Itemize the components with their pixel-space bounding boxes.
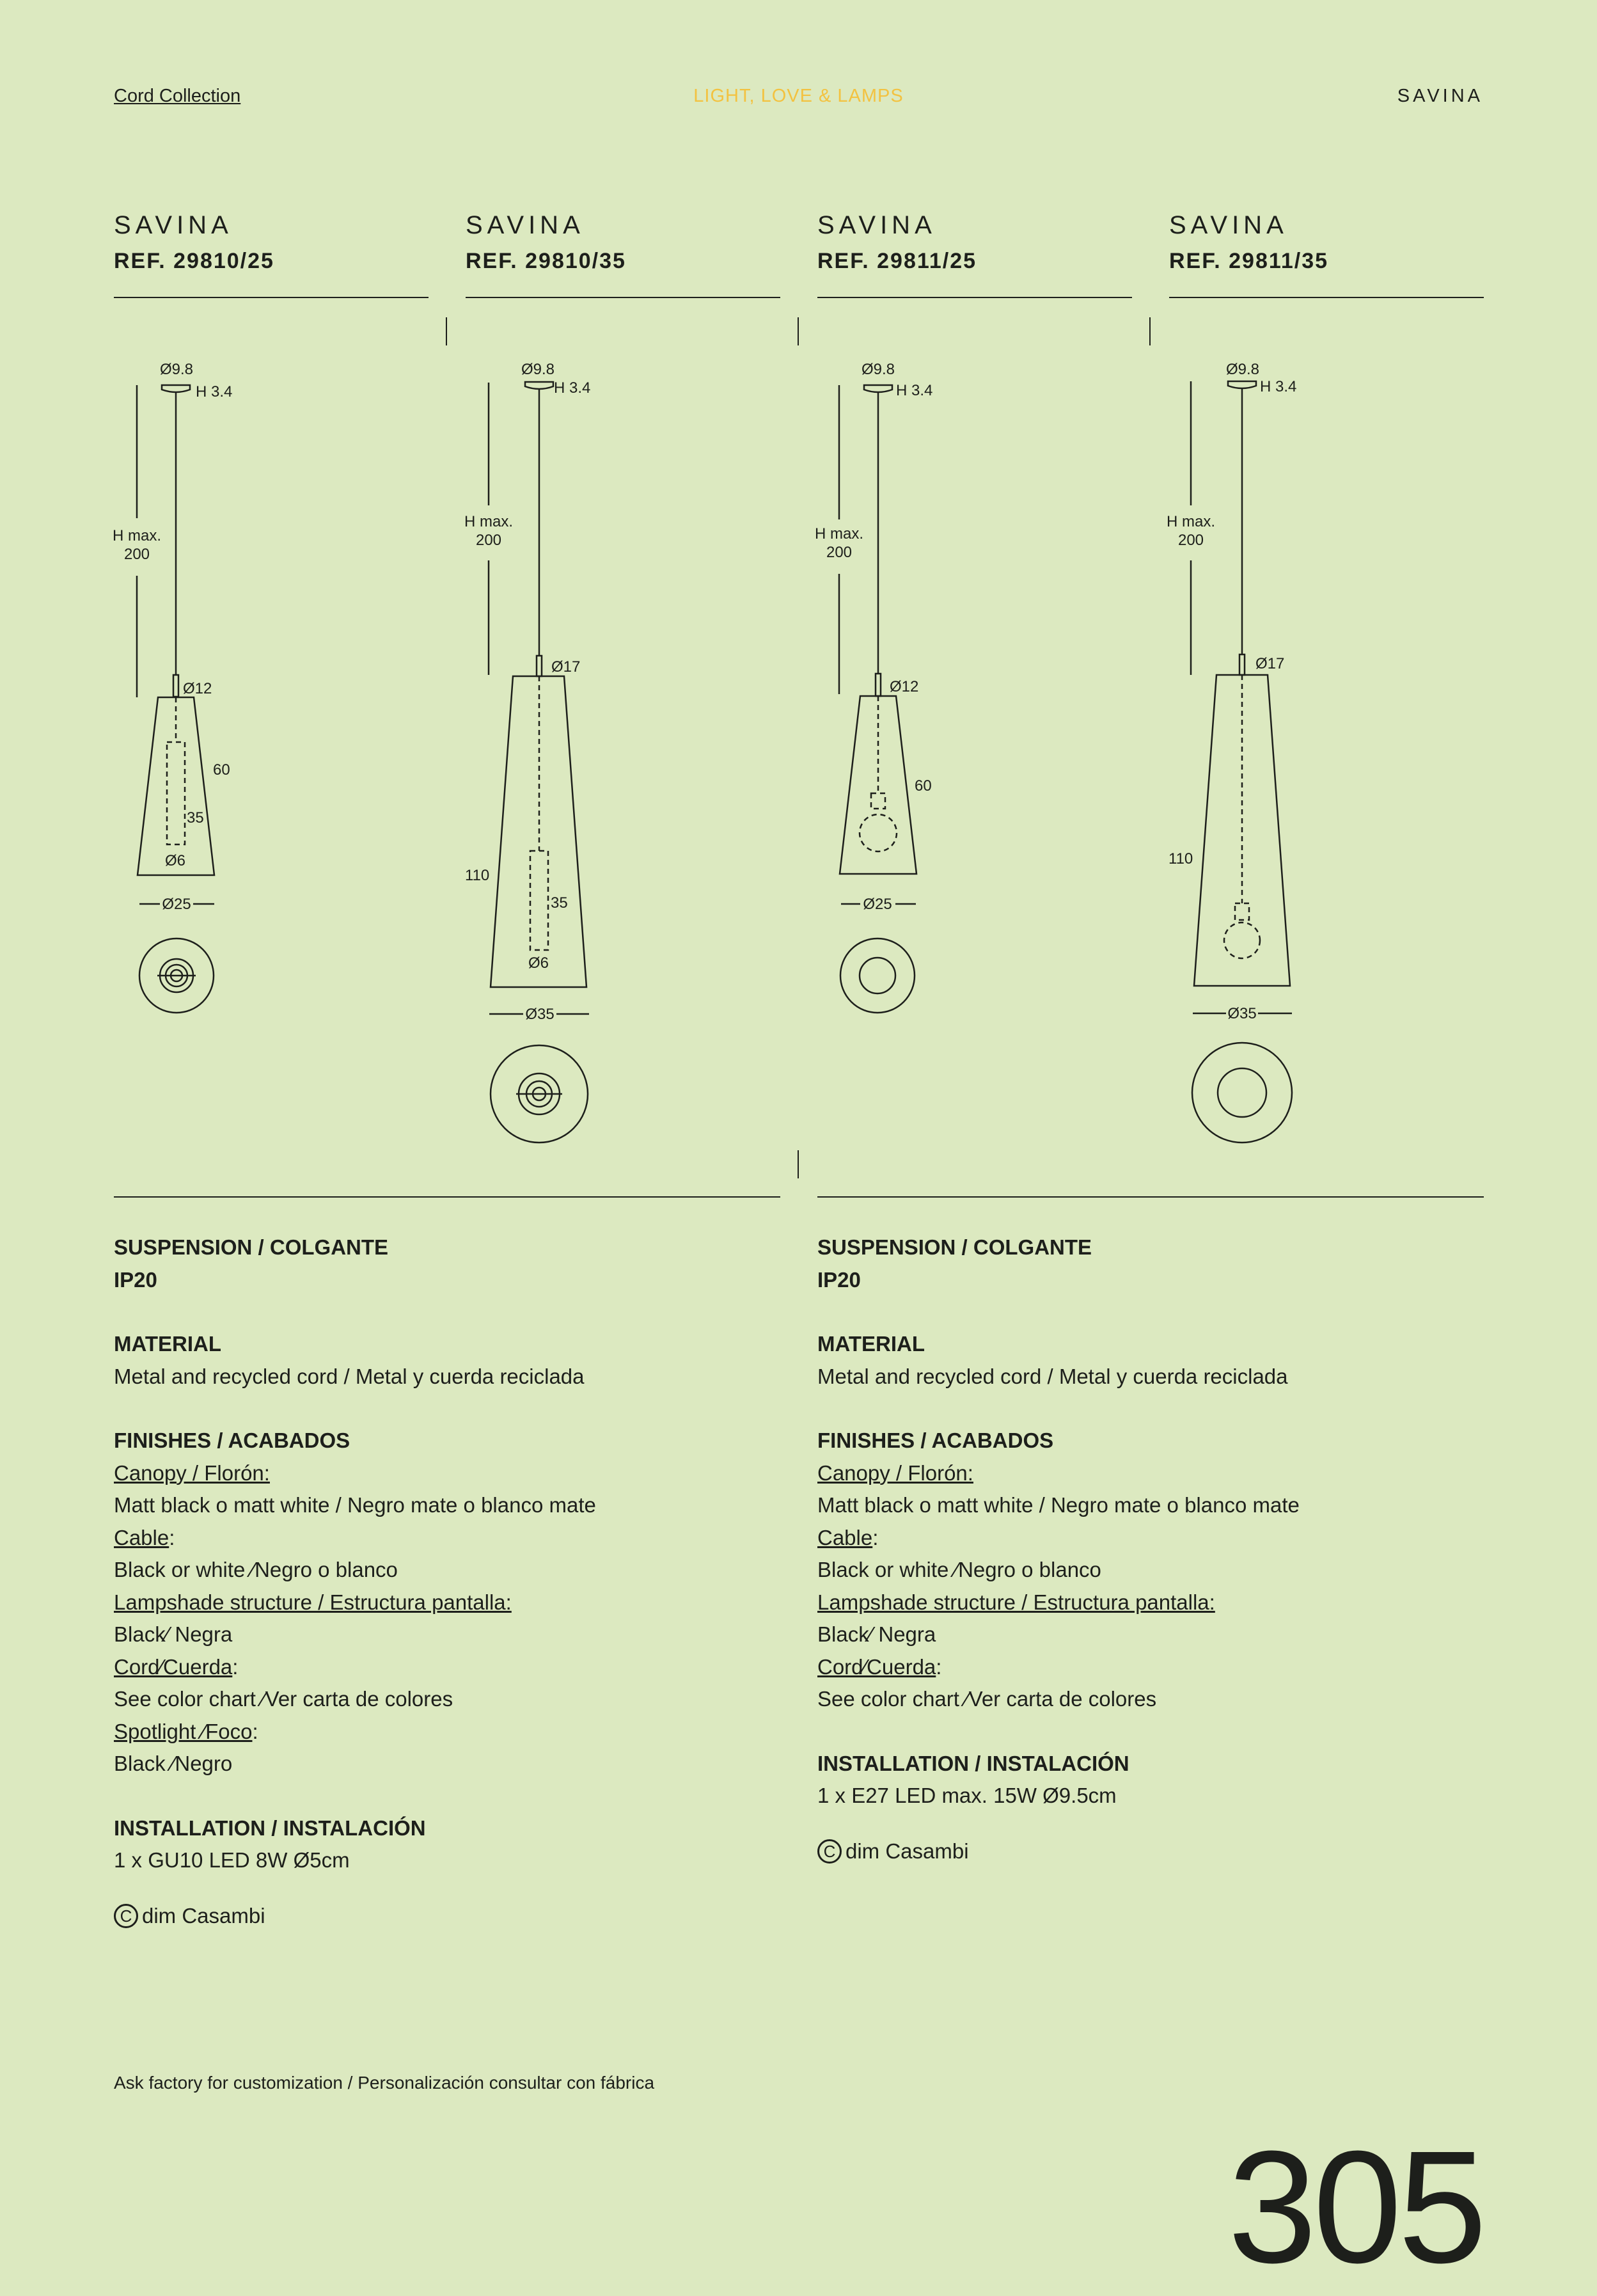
canopy-height-label: H 3.4 <box>1260 378 1297 395</box>
hmax-label: H max. <box>1166 513 1216 530</box>
shade-value: Black⁄ Negra <box>114 1622 233 1646</box>
plan-view-outer <box>840 938 915 1013</box>
drawing-29810-35 <box>464 361 590 1143</box>
product-ref: REF. 29810/35 <box>466 249 626 273</box>
spot-row: Spotlight ⁄Foco: <box>114 1719 258 1743</box>
spot-label: Spotlight ⁄Foco <box>114 1719 253 1743</box>
bulb-hidden <box>860 814 897 851</box>
brand-tagline: LIGHT, LOVE & LAMPS <box>693 86 904 106</box>
shade-label: Lampshade structure / Estructura pantalla: <box>114 1590 512 1614</box>
cord-grip <box>173 675 178 697</box>
canopy-diameter-label: Ø9.8 <box>160 361 194 378</box>
canopy-height-label: H 3.4 <box>896 382 933 399</box>
shade-value: Black⁄ Negra <box>817 1622 936 1646</box>
cord-row: Cord⁄Cuerda: <box>114 1654 239 1679</box>
lampshade-outline <box>138 697 214 875</box>
drawing-29811-35 <box>1167 361 1296 1143</box>
lampshade-outline <box>840 696 917 874</box>
collection-link[interactable]: Cord Collection <box>114 86 241 106</box>
base-diameter-label: Ø35 <box>1227 1005 1257 1022</box>
cable-row: Cable: <box>114 1525 175 1549</box>
canopy-value: Matt black o matt white / Negro mate o blanco mate <box>817 1493 1300 1517</box>
canopy-height-label: H 3.4 <box>196 383 233 400</box>
cord-grip <box>876 674 881 696</box>
hmax-value: 200 <box>1177 532 1204 549</box>
shade-height-label: 60 <box>915 777 932 795</box>
cord-label: Cord⁄Cuerda <box>114 1654 233 1679</box>
spot-diameter-label: Ø6 <box>528 954 549 972</box>
spec-type: SUSPENSION / COLGANTE <box>114 1235 389 1259</box>
finishes-title: FINISHES / ACABADOS <box>817 1429 1054 1452</box>
cord-value: See color chart ⁄Ver carta de colores <box>114 1687 453 1711</box>
bulb-hidden <box>1224 922 1260 958</box>
top-diameter-label: Ø12 <box>890 678 919 695</box>
hmax-value: 200 <box>123 546 150 563</box>
spot-length-label: 35 <box>551 894 568 912</box>
canopy-diameter-label: Ø9.8 <box>861 361 895 378</box>
cord-grip <box>1239 654 1245 675</box>
spot-value: Black ⁄Negro <box>114 1752 233 1775</box>
material-value: Metal and recycled cord / Metal y cuerda reciclada <box>817 1364 1288 1388</box>
installation-value: 1 x GU10 LED 8W Ø5cm <box>114 1848 350 1872</box>
plan-view-inner <box>860 958 895 994</box>
page-number: 305 <box>1227 2118 1483 2296</box>
installation-value: 1 x E27 LED max. 15W Ø9.5cm <box>817 1784 1117 1807</box>
base-diameter-label: Ø25 <box>863 896 892 913</box>
spec-block-29811 <box>817 1231 1484 1867</box>
dim-row <box>114 1900 780 1933</box>
drawing-29810-25 <box>113 361 232 1013</box>
product-ref: REF. 29810/25 <box>114 249 274 273</box>
plan-view-outer <box>1192 1043 1292 1143</box>
installation-title: INSTALLATION / INSTALACIÓN <box>817 1751 1129 1775</box>
product-ref: REF. 29811/35 <box>1169 249 1329 273</box>
product-name: SAVINA <box>817 211 936 239</box>
hmax-label: H max. <box>464 513 514 530</box>
spec-divider <box>817 1196 1484 1198</box>
dim-row <box>817 1835 1484 1868</box>
spec-type: SUSPENSION / COLGANTE <box>817 1235 1092 1259</box>
canopy-shape <box>864 385 892 392</box>
cord-label: Cord⁄Cuerda <box>817 1654 936 1679</box>
canopy-diameter-label: Ø9.8 <box>521 361 555 378</box>
canopy-shape <box>162 385 190 392</box>
spotlight-hidden <box>530 851 548 950</box>
base-diameter-label: Ø25 <box>162 896 191 913</box>
top-diameter-label: Ø12 <box>183 680 212 697</box>
top-diameter-label: Ø17 <box>1255 655 1285 672</box>
customization-note: Ask factory for customization / Personalización consultar con fábrica <box>114 2073 655 2093</box>
material-value: Metal and recycled cord / Metal y cuerda reciclada <box>114 1364 585 1388</box>
cable-label: Cable <box>114 1525 169 1549</box>
canopy-label: Canopy / Florón: <box>817 1461 973 1485</box>
installation-title: INSTALLATION / INSTALACIÓN <box>114 1816 426 1840</box>
canopy-label: Canopy / Florón: <box>114 1461 270 1485</box>
shade-height-label: 110 <box>465 867 490 884</box>
bulb-socket-hidden <box>1235 903 1249 920</box>
product-family-title: SAVINA <box>1397 86 1483 106</box>
cable-value: Black or white ⁄Negro o blanco <box>817 1558 1101 1581</box>
cable-label: Cable <box>817 1525 873 1549</box>
spec-ip: IP20 <box>817 1267 861 1292</box>
product-name: SAVINA <box>1169 211 1288 239</box>
canopy-diameter-label: Ø9.8 <box>1226 361 1260 378</box>
base-diameter-label: Ø35 <box>525 1006 555 1023</box>
material-title: MATERIAL <box>114 1332 222 1356</box>
material-title: MATERIAL <box>817 1332 925 1356</box>
canopy-height-label: H 3.4 <box>554 379 591 397</box>
casambi-icon: C <box>817 1839 842 1864</box>
dim-label: dim Casambi <box>846 1839 969 1863</box>
casambi-icon: C <box>114 1904 138 1928</box>
product-name: SAVINA <box>466 211 585 239</box>
cord-value: See color chart ⁄Ver carta de colores <box>817 1687 1157 1711</box>
cord-row: Cord⁄Cuerda: <box>817 1654 942 1679</box>
canopy-shape <box>1228 381 1256 388</box>
cord-grip <box>537 656 542 676</box>
cable-row: Cable: <box>817 1525 879 1549</box>
spec-divider <box>114 1196 780 1198</box>
spec-ip: IP20 <box>114 1267 157 1292</box>
top-diameter-label: Ø17 <box>551 658 581 676</box>
hmax-value: 200 <box>826 544 853 561</box>
dim-label: dim Casambi <box>142 1903 265 1928</box>
shade-height-label: 60 <box>213 761 230 779</box>
finishes-title: FINISHES / ACABADOS <box>114 1429 350 1452</box>
canopy-shape <box>525 382 553 389</box>
hmax-label: H max. <box>814 525 864 542</box>
shade-label: Lampshade structure / Estructura pantalla: <box>817 1590 1215 1614</box>
cable-value: Black or white ⁄Negro o blanco <box>114 1558 398 1581</box>
spot-length-label: 35 <box>187 809 204 827</box>
shade-height-label: 110 <box>1168 850 1193 867</box>
product-ref: REF. 29811/25 <box>817 249 977 273</box>
drawing-29811-25 <box>815 361 932 1013</box>
canopy-value: Matt black o matt white / Negro mate o blanco mate <box>114 1493 596 1517</box>
spot-diameter-label: Ø6 <box>165 852 186 869</box>
spotlight-hidden <box>167 742 185 844</box>
plan-view-inner <box>1218 1068 1266 1117</box>
hmax-value: 200 <box>475 532 502 549</box>
bulb-socket-hidden <box>871 793 885 809</box>
product-name: SAVINA <box>114 211 233 239</box>
hmax-label: H max. <box>112 527 162 544</box>
spec-block-29810 <box>114 1231 780 1932</box>
